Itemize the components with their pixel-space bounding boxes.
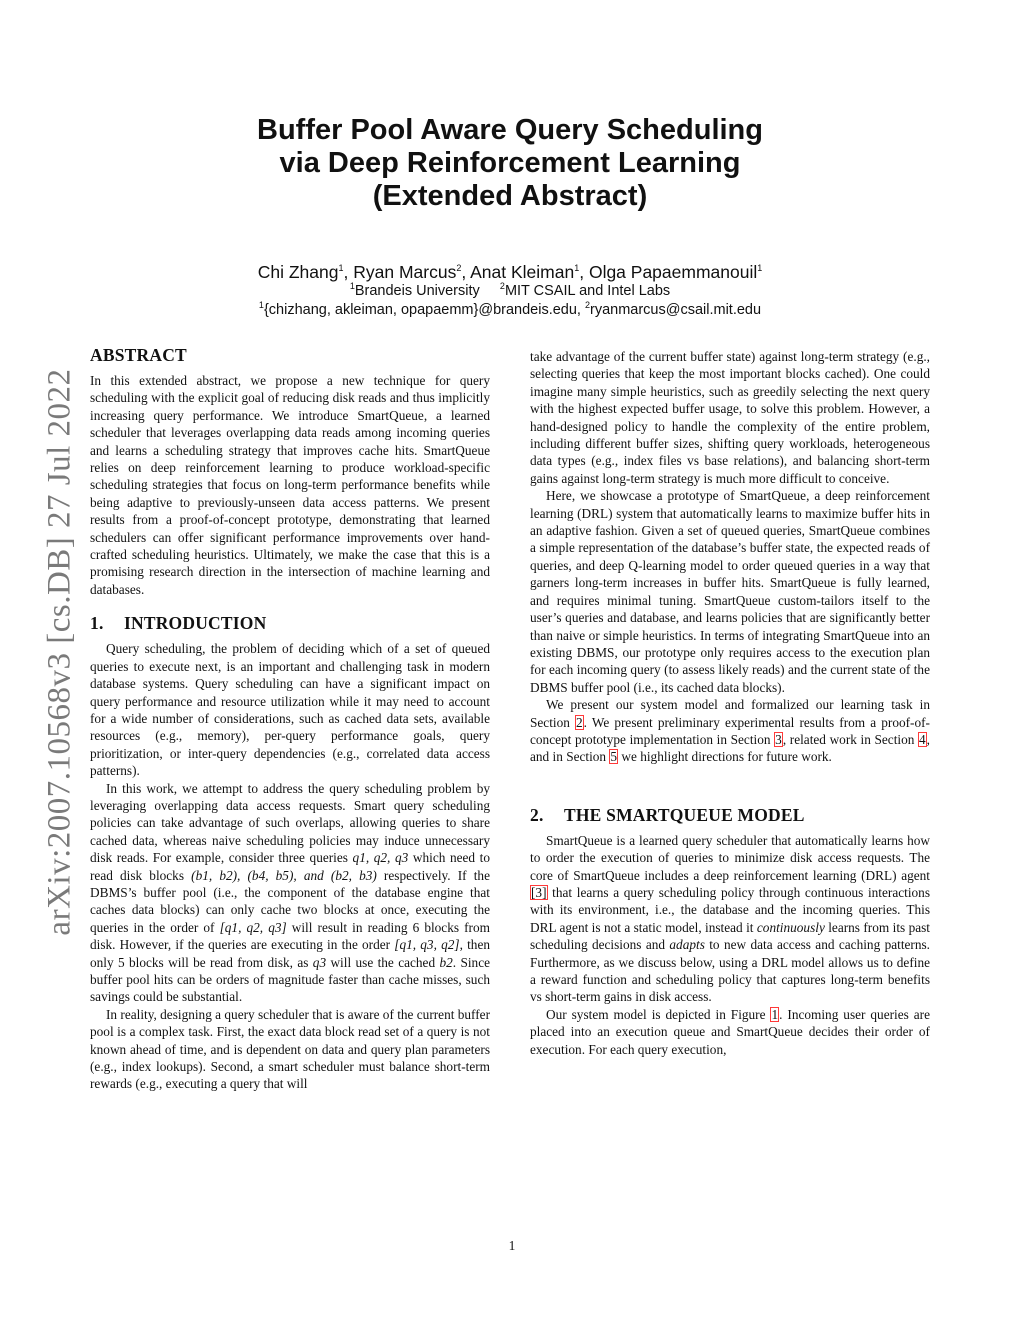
author-name: Olga Papaemmanouil [588, 262, 758, 282]
citation-link-3[interactable]: [3] [531, 884, 547, 900]
intro-paragraph-5: Here, we showcase a prototype of SmartQueue, a deep reinforcement learning (DRL) system that automatically learns to maximize buffer hits in an adaptive fashion. Given a set of queued queries, SmartQueue combines a simple representation of the database’s buffer state, the expected reads of queries, and deep Q-learning model to order queued queries in a way that garners long-term increases in buffer hits. SmartQueue is fully learned, and requires minimal tuning. SmartQueue custom-tailors itself to the user’s queries and database, and learns policies that are significantly better than naive or simple heuristics. In terms of integrating SmartQueue into an existing DBMS, our prototype only requires access to the execution plan for each incoming query (to assess likely reads) and the current state of the DBMS buffer pool (i.e., its cached data blocks). [530, 488, 930, 695]
right-column [530, 348, 930, 1058]
affiliations: $^1$Brandeis University $^2$MIT CSAIL and Intel Labs [349, 281, 671, 299]
paper-title [150, 114, 870, 213]
intro-paragraph-1: Query scheduling, the problem of deciding which of a set of queued queries to execute next, is an important and challenging task in modern database systems. Query scheduling can have a significant impact on query performance and resource utilization while it may need to account for a wide number of considerations, such as cached data sets, available resources (e.g., memory), per-query performance goals, query prioritization, or inter-query dependencies (e.g., correlated data access patterns). [90, 641, 490, 779]
abstract-heading: ABSTRACT [90, 345, 187, 365]
intro-paragraph-6: We present our system model and formalized our learning task in Section 2. We present preliminary experimental results from a proof-of-concept prototype implementation in Section 3, related work in Section 4, and in Section 5 we highlight directions for future work. [530, 697, 930, 765]
abstract-text: In this extended abstract, we propose a new technique for query scheduling with the explicit goal of reducing disk reads and thus implicitly increasing query performance. We introduce SmartQueue, a learned scheduler that leverages overlapping data reads among incoming queries and learns a scheduling strategy that improves cache hits. SmartQueue relies on deep reinforcement learning to produce workload-specific scheduling strategies that focus on long-term performance benefits while being adaptive to previously-unseen data access patterns. We present results from a proof-of-concept prototype, demonstrating that learned schedulers can offer significant performance improvements over hand-crafted scheduling heuristics. Ultimately, we make the case that this is a promising research direction in the intersection of machine learning and databases. [90, 373, 490, 597]
page-number: 1 [508, 1238, 516, 1253]
intro-paragraph-2: In this work, we attempt to address the query scheduling problem by leveraging overlapping data access requests. Smart query scheduling policies can take advantage of such overlaps, allowing queries to share cached data, whereas naive scheduling policies may induce unnecessary disk reads. For example, consider three queries q1, q2, q3 which need to read disk blocks (b1, b2), (b4, b5), and (b2, b3) respectively. If the DBMS’s buffer pool (i.e., the component of the database engine that caches data blocks) can only cache two blocks at once, executing the queries in the order of [q1, q2, q3] will result in reading 6 blocks from disk. However, if the queries are executing in the order [q1, q3, q2], then only 5 blocks will be read from disk, as q3 will use the cached b2. Since buffer pool hits can be orders of magnitude faster than cache misses, such savings could be substantial. [90, 780, 490, 1005]
affiliation-1: Brandeis University [354, 283, 480, 299]
section-link-4[interactable]: 4 [919, 731, 926, 747]
title-line-2: via Deep Reinforcement Learning [279, 147, 741, 179]
section-link-3[interactable]: 3 [775, 731, 782, 747]
author-name: Ryan Marcus [353, 262, 457, 282]
email-1: {chizhang, akleiman, opapaemm}@brandeis.edu, [263, 302, 581, 318]
arxiv-identifier: arXiv:2007.10568v3 [cs.DB] 27 Jul 2022 [41, 368, 78, 936]
figure-link-1[interactable]: 1 [771, 1006, 779, 1022]
email-2: ryanmarcus@csail.mit.edu [590, 302, 762, 318]
title-line-3: (Extended Abstract) [372, 180, 648, 212]
section-link-5[interactable]: 5 [610, 749, 618, 765]
intro-paragraph-3: In reality, designing a query scheduler that is aware of the current buffer pool is a complex task. First, the exact data block read set of a query is not known ahead of time, and is dependent on data and query plan parameters (e.g., index lookups). Second, a smart scheduler must balance short-term rewards (e.g., executing a query that will [90, 1006, 490, 1092]
affiliation-2: MIT CSAIL and Intel Labs [504, 283, 671, 299]
intro-heading: 1. INTRODUCTION [90, 613, 267, 634]
author-name: Anat Kleiman [470, 262, 575, 282]
intro-paragraph-4: take advantage of the current buffer state) against long-term strategy (e.g., selecting queries that keep the most important blocks cached). One could imagine many simple heuristics, such as greedily selecting the next query with the highest expected buffer usage, to solve this problem. However, a hand-designed policy to handle the complexity of the entire problem, including different buffer sizes, shifting query workloads, heterogeneous data types (e.g., index files vs base relations), and balancing short-term gains against long-term strategy is much more difficult to conceive. [530, 349, 930, 486]
author-names: Chi Zhang$^1$, Ryan Marcus$^2$, Anat Kleiman$^1$, Olga Papaemmanouil$^1$ [257, 262, 763, 282]
model-paragraph-1: SmartQueue is a learned query scheduler that automatically learns how to order the execution of queries to minimize disk access requests. The core of SmartQueue includes a deep reinforcement learning (DRL) agent [3] that learns a query scheduling policy through continuous interactions with its environment, i.e., the database and the incoming queries. This DRL agent is not a static model, instead it continuously learns from its past scheduling decisions and adapts to new data access and caching patterns. Furthermore, as we discuss below, using a DRL model allows us to define a reward function and scheduling policy that captures long-term benefits vs short-term gains in disk access. [530, 832, 930, 1005]
model-paragraph-2: Our system model is depicted in Figure 1. Incoming user queries are placed into an execution queue and SmartQueue decides their order of execution. For each query execution, [530, 1006, 930, 1057]
title-line-1: Buffer Pool Aware Query Scheduling [257, 114, 763, 146]
left-column [90, 344, 490, 1093]
model-heading: 2. THE SMARTQUEUE MODEL [530, 804, 805, 825]
author-name: Chi Zhang [257, 262, 339, 282]
emails: $^1${chizhang, akleiman, opapaemm}@brandeis.edu, $^2$ryanmarcus@csail.mit.edu [258, 300, 762, 318]
author-block [150, 261, 870, 320]
section-link-2[interactable]: 2 [576, 714, 583, 730]
